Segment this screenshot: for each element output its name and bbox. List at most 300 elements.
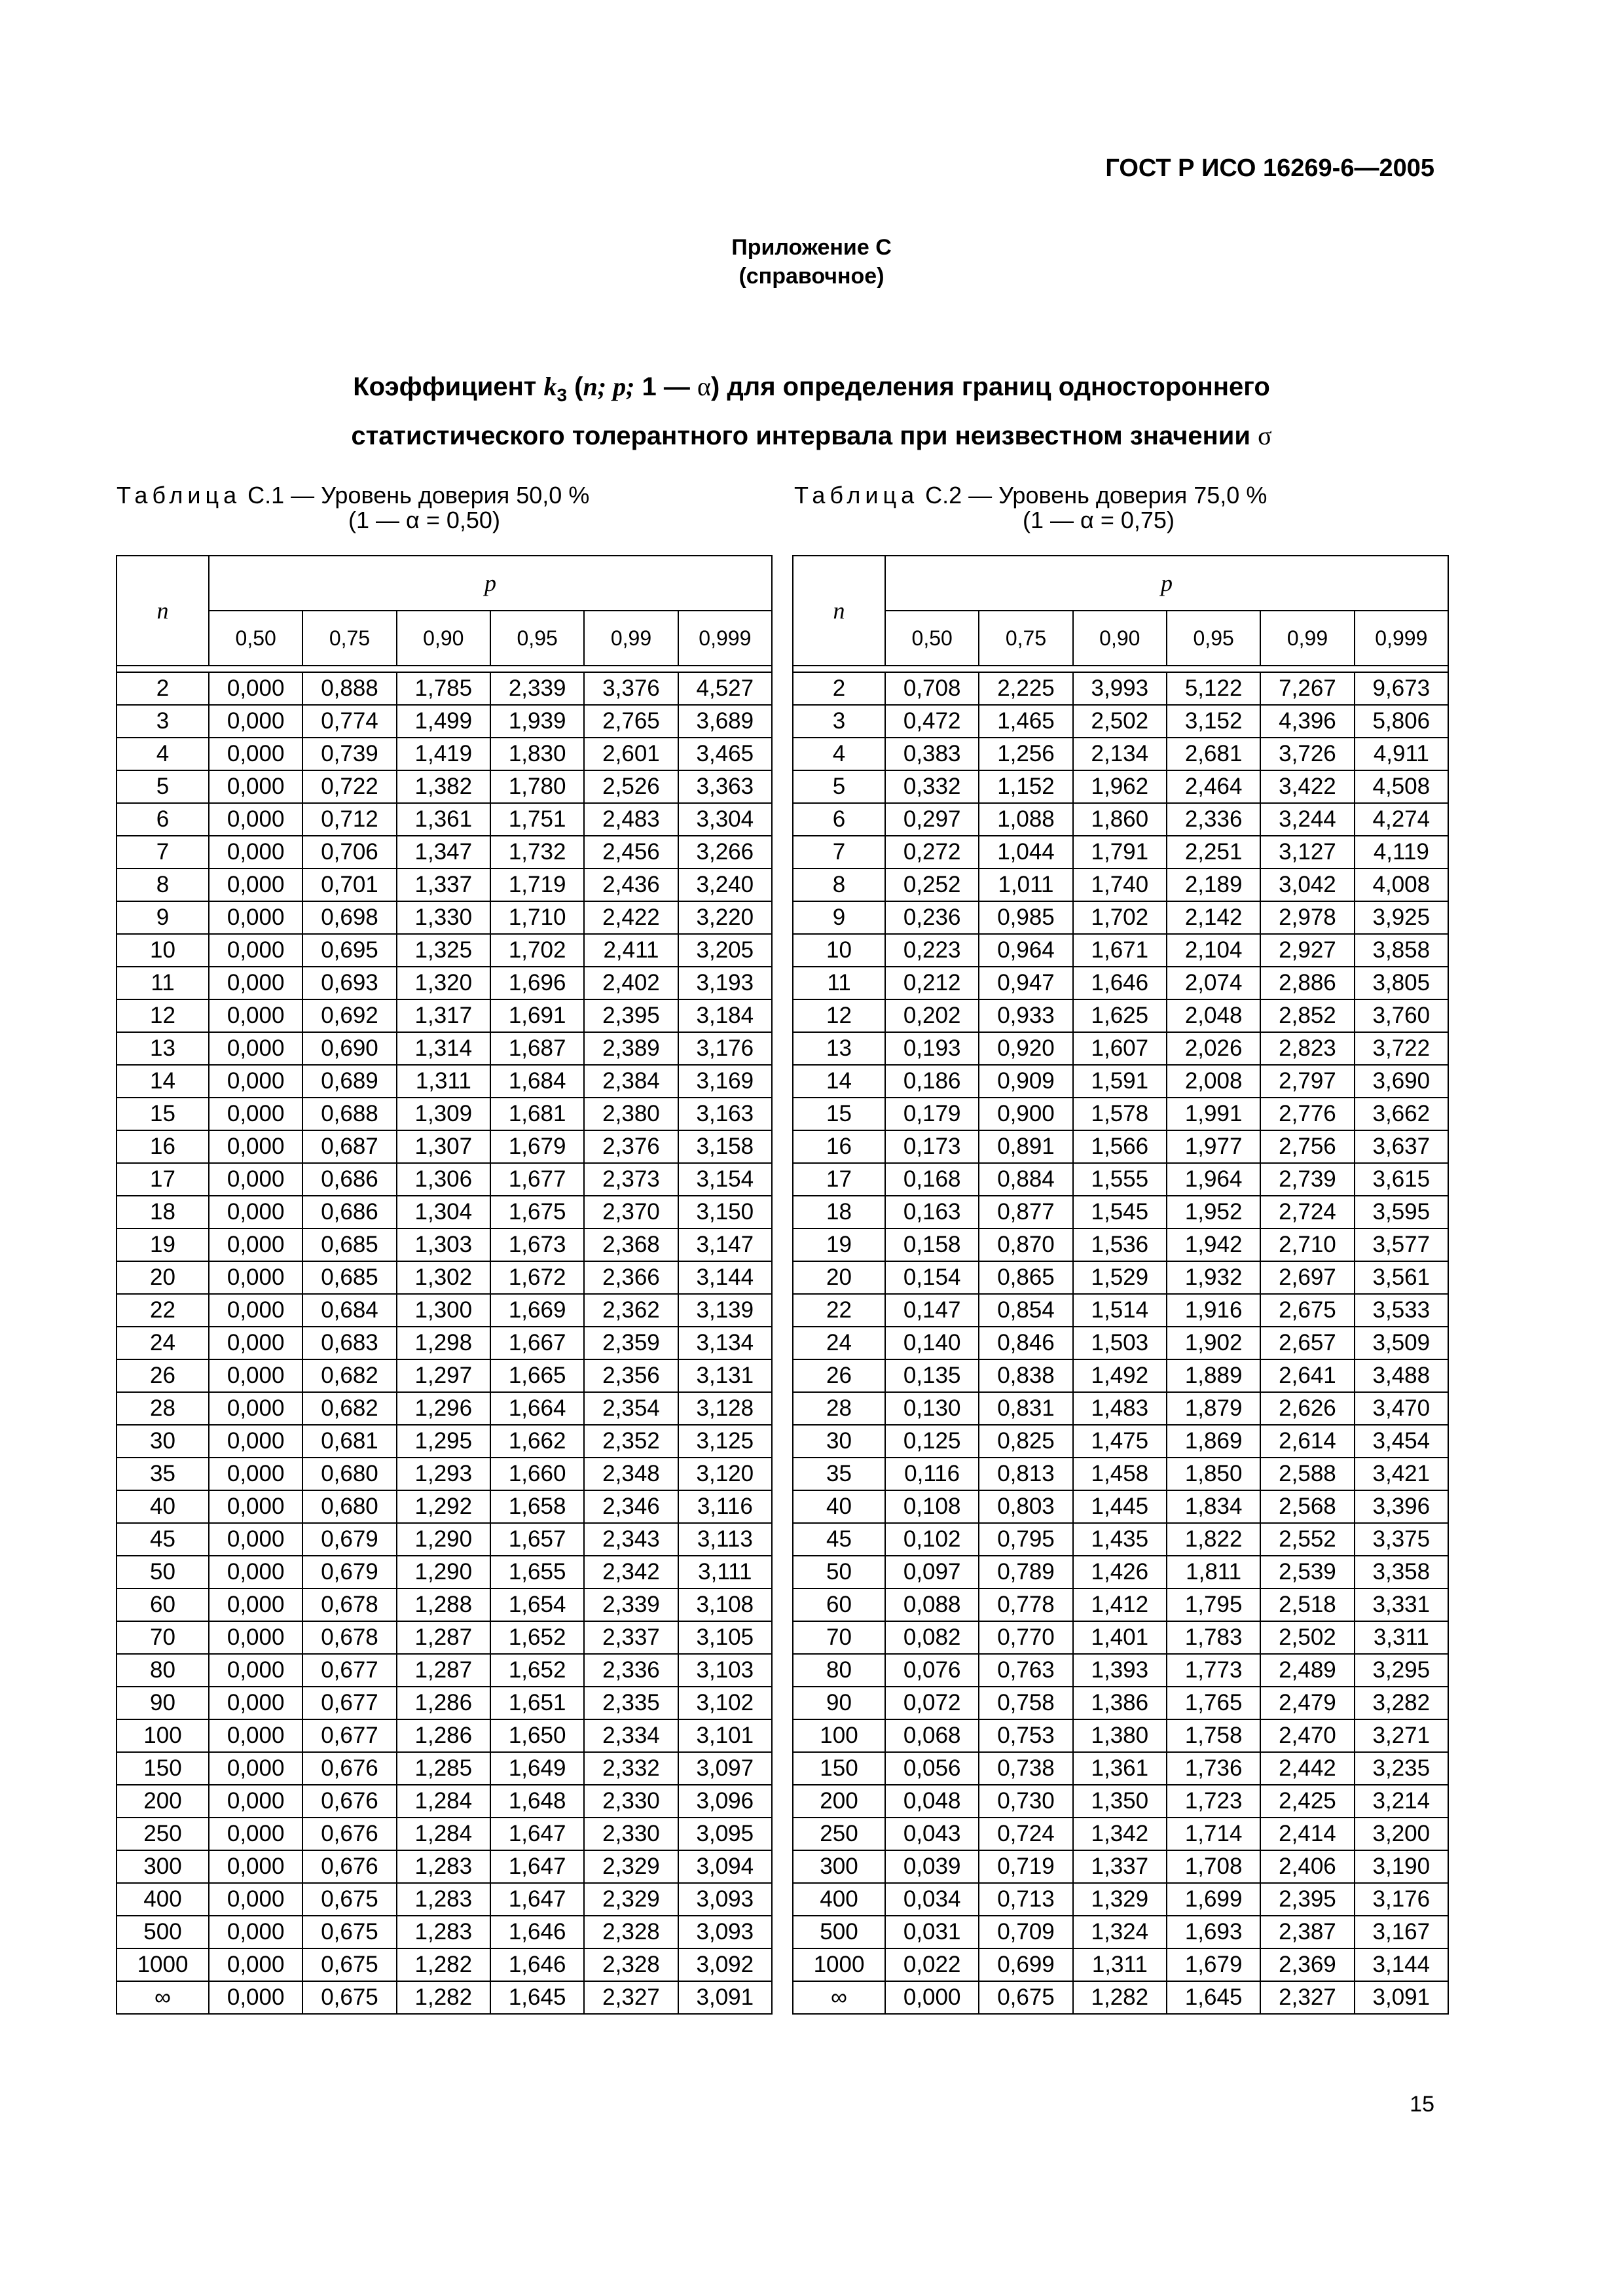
k3-value-cell: 1,665 [490,1359,584,1392]
k3-value-cell: 1,445 [1073,1490,1167,1523]
k3-value-cell: 0,000 [209,672,302,705]
k3-value-cell: 0,154 [885,1261,979,1294]
k3-value-cell: 1,607 [1073,1032,1167,1065]
k3-value-cell: 2,539 [1260,1556,1354,1588]
n-cell: 7 [117,836,209,869]
k3-value-cell: 0,682 [302,1359,396,1392]
k3-value-cell: 1,302 [397,1261,490,1294]
k3-value-cell: 2,765 [584,705,678,738]
k3-value-cell: 2,411 [584,934,678,967]
k3-value-cell: 1,303 [397,1229,490,1261]
k3-value-cell: 0,677 [302,1687,396,1719]
k3-value-cell: 2,074 [1167,967,1260,999]
k3-value-cell: 3,304 [678,803,772,836]
n-cell: 45 [117,1523,209,1556]
k3-value-cell: 3,690 [1355,1065,1448,1098]
p-value-header: 0,75 [302,611,396,666]
k3-value-cell: 0,681 [302,1425,396,1458]
n-cell: 24 [117,1327,209,1359]
k3-value-cell: 0,708 [885,672,979,705]
k3-value-cell: 2,373 [584,1163,678,1196]
k3-value-cell: 4,119 [1355,836,1448,869]
k3-value-cell: 0,789 [979,1556,1072,1588]
k3-value-cell: 1,300 [397,1294,490,1327]
k3-value-cell: 0,000 [209,934,302,967]
k3-value-cell: 1,655 [490,1556,584,1588]
k3-value-cell: 2,852 [1260,999,1354,1032]
k3-value-cell: 3,235 [1355,1752,1448,1785]
k3-value-cell: 0,964 [979,934,1072,967]
k3-value-cell: 3,102 [678,1687,772,1719]
k3-value-cell: 1,285 [397,1752,490,1785]
k3-value-cell: 3,095 [678,1818,772,1850]
k3-value-cell: 3,116 [678,1490,772,1523]
k3-value-cell: 0,676 [302,1850,396,1883]
title-k-subscript: 3 [556,385,568,405]
k3-value-cell: 2,568 [1260,1490,1354,1523]
k3-value-cell: 1,699 [1167,1883,1260,1916]
title-one-minus: 1 — [634,372,697,401]
k3-value-cell: 0,722 [302,770,396,803]
n-cell: 28 [117,1392,209,1425]
n-cell: 150 [793,1752,885,1785]
k3-value-cell: 2,342 [584,1556,678,1588]
k3-value-cell: 1,740 [1073,869,1167,901]
k3-value-cell: 0,778 [979,1588,1072,1621]
table-row [117,1687,772,1719]
k3-value-cell: 3,105 [678,1621,772,1654]
table-row [793,1196,1448,1229]
header-separator [117,666,772,672]
k3-value-cell: 4,008 [1355,869,1448,901]
k3-value-cell: 1,382 [397,770,490,803]
title-p-symbol: p; [606,372,635,401]
k3-value-cell: 0,678 [302,1621,396,1654]
k3-value-cell: 2,329 [584,1883,678,1916]
k3-value-cell: 2,336 [1167,803,1260,836]
k3-value-cell: 1,324 [1073,1916,1167,1948]
table-row [117,1196,772,1229]
k3-value-cell: 3,127 [1260,836,1354,869]
table-c1-caption [117,483,653,533]
table-row [793,1588,1448,1621]
p-value-header: 0,90 [397,611,490,666]
k3-value-cell: 1,822 [1167,1523,1260,1556]
k3-value-cell: 1,765 [1167,1687,1260,1719]
k3-value-cell: 0,000 [209,1818,302,1850]
k3-value-cell: 0,082 [885,1621,979,1654]
k3-value-cell: 0,770 [979,1621,1072,1654]
k3-value-cell: 2,348 [584,1458,678,1490]
k3-value-cell: 0,000 [209,1196,302,1229]
table-row [117,1556,772,1588]
k3-value-cell: 3,091 [678,1981,772,2014]
k3-value-cell: 1,902 [1167,1327,1260,1359]
k3-value-cell: 0,678 [302,1588,396,1621]
k3-value-cell: 1,652 [490,1654,584,1687]
k3-value-cell: 4,911 [1355,738,1448,770]
k3-value-cell: 0,690 [302,1032,396,1065]
n-cell: 100 [117,1719,209,1752]
k3-value-cell: 1,304 [397,1196,490,1229]
title-prefix: Коэффициент [353,372,544,401]
k3-value-cell: 1,681 [490,1098,584,1130]
k3-value-cell: 0,130 [885,1392,979,1425]
table-row [793,1948,1448,1981]
k3-value-cell: 2,366 [584,1261,678,1294]
k3-value-cell: 0,891 [979,1130,1072,1163]
n-cell: 24 [793,1327,885,1359]
k3-value-cell: 0,125 [885,1425,979,1458]
n-cell: 10 [793,934,885,967]
k3-value-cell: 3,096 [678,1785,772,1818]
table-row [117,1818,772,1850]
k3-value-cell: 0,163 [885,1196,979,1229]
k3-value-cell: 1,282 [397,1948,490,1981]
n-cell: 300 [117,1850,209,1883]
title-line-2-text: статистического толерантного интервала при неизвестном значении [351,422,1258,450]
k3-value-cell: 1,314 [397,1032,490,1065]
k3-value-cell: 1,483 [1073,1392,1167,1425]
k3-value-cell: 2,251 [1167,836,1260,869]
k3-value-cell: 0,877 [979,1196,1072,1229]
k3-value-cell: 3,139 [678,1294,772,1327]
k3-value-cell: 1,088 [979,803,1072,836]
k3-value-cell: 2,601 [584,738,678,770]
k3-value-cell: 2,641 [1260,1359,1354,1392]
k3-value-cell: 0,034 [885,1883,979,1916]
k3-value-cell: 0,252 [885,869,979,901]
table-row [793,705,1448,738]
k3-value-cell: 0,865 [979,1261,1072,1294]
k3-value-cell: 2,142 [1167,901,1260,934]
k3-value-cell: 0,000 [209,999,302,1032]
k3-value-cell: 0,000 [209,1654,302,1687]
k3-value-cell: 3,858 [1355,934,1448,967]
table-row [117,1098,772,1130]
k3-value-cell: 0,688 [302,1098,396,1130]
k3-value-cell: 2,626 [1260,1392,1354,1425]
n-cell: 200 [117,1785,209,1818]
k3-value-cell: 3,042 [1260,869,1354,901]
k3-value-cell: 2,436 [584,869,678,901]
k3-value-cell: 1,684 [490,1065,584,1098]
k3-value-cell: 3,150 [678,1196,772,1229]
k3-value-cell: 3,465 [678,738,772,770]
table-row [117,1948,772,1981]
k3-value-cell: 2,026 [1167,1032,1260,1065]
n-column-header: n [117,556,209,666]
k3-value-cell: 2,425 [1260,1785,1354,1818]
k3-value-cell: 2,657 [1260,1327,1354,1359]
k3-value-cell: 1,723 [1167,1785,1260,1818]
k3-value-cell: 2,189 [1167,869,1260,901]
k3-value-cell: 1,834 [1167,1490,1260,1523]
k3-value-cell: 3,220 [678,901,772,934]
k3-value-cell: 2,134 [1073,738,1167,770]
k3-value-cell: 0,738 [979,1752,1072,1785]
k3-value-cell: 2,359 [584,1327,678,1359]
k3-value-cell: 0,709 [979,1916,1072,1948]
k3-value-cell: 2,422 [584,901,678,934]
k3-value-cell: 0,000 [209,705,302,738]
n-cell: 70 [117,1621,209,1654]
k3-value-cell: 0,947 [979,967,1072,999]
k3-value-cell: 1,566 [1073,1130,1167,1163]
n-cell: 1000 [793,1948,885,1981]
k3-value-cell: 3,093 [678,1916,772,1948]
table-row [793,1556,1448,1588]
table-c1-body [117,672,772,2014]
k3-value-cell: 0,000 [209,1490,302,1523]
n-cell: 500 [793,1916,885,1948]
n-cell: 3 [117,705,209,738]
k3-value-cell: 0,000 [209,1065,302,1098]
k3-value-cell: 2,346 [584,1490,678,1523]
k3-value-cell: 0,813 [979,1458,1072,1490]
k3-value-cell: 3,561 [1355,1261,1448,1294]
k3-value-cell: 0,000 [885,1981,979,2014]
k3-value-cell: 3,091 [1355,1981,1448,2014]
table-row [793,803,1448,836]
title-line-1 [0,367,1623,416]
k3-value-cell: 0,383 [885,738,979,770]
n-cell: 45 [793,1523,885,1556]
k3-value-cell: 0,173 [885,1130,979,1163]
n-column-header: n [793,556,885,666]
k3-value-cell: 0,102 [885,1523,979,1556]
k3-value-cell: 2,502 [1073,705,1167,738]
k3-value-cell: 0,039 [885,1850,979,1883]
k3-value-cell: 1,850 [1167,1458,1260,1490]
k3-value-cell: 1,679 [1167,1948,1260,1981]
table-row [117,869,772,901]
k3-value-cell: 0,056 [885,1752,979,1785]
n-cell: 17 [117,1163,209,1196]
k3-value-cell: 0,795 [979,1523,1072,1556]
k3-value-cell: 0,713 [979,1883,1072,1916]
table-row [793,999,1448,1032]
n-cell: 16 [117,1130,209,1163]
n-cell: 5 [793,770,885,803]
k3-value-cell: 3,120 [678,1458,772,1490]
table-row [117,1850,772,1883]
k3-value-cell: 3,689 [678,705,772,738]
table-row [117,1916,772,1948]
k3-value-cell: 1,732 [490,836,584,869]
k3-value-cell: 0,701 [302,869,396,901]
table-row [117,1261,772,1294]
n-cell: 35 [117,1458,209,1490]
table-row [117,1523,772,1556]
k3-value-cell: 0,000 [209,1588,302,1621]
n-cell: 8 [117,869,209,901]
n-cell: 11 [117,967,209,999]
table-row [793,1785,1448,1818]
k3-value-cell: 0,193 [885,1032,979,1065]
k3-value-cell: 1,657 [490,1523,584,1556]
k3-value-cell: 3,509 [1355,1327,1448,1359]
k3-value-cell: 0,698 [302,901,396,934]
k3-value-cell: 0,297 [885,803,979,836]
k3-value-cell: 1,412 [1073,1588,1167,1621]
n-cell: 250 [793,1818,885,1850]
k3-value-cell: 1,578 [1073,1098,1167,1130]
k3-value-cell: 1,286 [397,1719,490,1752]
n-cell: 50 [793,1556,885,1588]
n-cell: 60 [793,1588,885,1621]
k3-value-cell: 1,736 [1167,1752,1260,1785]
table-row [117,1458,772,1490]
k3-value-cell: 1,691 [490,999,584,1032]
k3-value-cell: 2,681 [1167,738,1260,770]
k3-value-cell: 1,591 [1073,1065,1167,1098]
k3-value-cell: 0,000 [209,1687,302,1719]
n-cell: 2 [793,672,885,705]
table-row [117,1490,772,1523]
k3-value-cell: 2,442 [1260,1752,1354,1785]
p-value-header: 0,999 [678,611,772,666]
n-cell: 18 [117,1196,209,1229]
k3-value-cell: 0,000 [209,901,302,934]
n-cell: 12 [117,999,209,1032]
n-cell: 40 [117,1490,209,1523]
k3-value-cell: 4,274 [1355,803,1448,836]
n-cell: 22 [117,1294,209,1327]
k3-value-cell: 3,134 [678,1327,772,1359]
k3-value-cell: 0,682 [302,1392,396,1425]
k3-value-cell: 1,791 [1073,836,1167,869]
k3-value-cell: 3,128 [678,1392,772,1425]
table-row [117,1654,772,1687]
k3-value-cell: 0,108 [885,1490,979,1523]
k3-value-cell: 1,650 [490,1719,584,1752]
n-cell: 1000 [117,1948,209,1981]
table-row [117,901,772,934]
k3-value-cell: 2,330 [584,1785,678,1818]
k3-value-cell: 0,000 [209,1327,302,1359]
k3-value-cell: 2,456 [584,836,678,869]
table-row [793,1163,1448,1196]
k3-value-cell: 2,332 [584,1752,678,1785]
table-row [117,999,772,1032]
k3-value-cell: 1,536 [1073,1229,1167,1261]
k3-value-cell: 0,686 [302,1163,396,1196]
p-column-header: p [209,556,772,611]
k3-value-cell: 2,724 [1260,1196,1354,1229]
k3-value-cell: 0,000 [209,1916,302,1948]
k3-value-cell: 1,645 [490,1981,584,2014]
k3-value-cell: 2,697 [1260,1261,1354,1294]
k3-value-cell: 0,753 [979,1719,1072,1752]
k3-value-cell: 1,283 [397,1883,490,1916]
k3-value-cell: 1,342 [1073,1818,1167,1850]
k3-value-cell: 0,000 [209,1883,302,1916]
n-cell: 150 [117,1752,209,1785]
n-cell: 6 [117,803,209,836]
k3-value-cell: 1,991 [1167,1098,1260,1130]
table-row [793,1229,1448,1261]
k3-value-cell: 2,008 [1167,1065,1260,1098]
k3-value-cell: 0,730 [979,1785,1072,1818]
n-cell: 22 [793,1294,885,1327]
k3-value-cell: 1,545 [1073,1196,1167,1229]
title-open-paren: ( [567,372,583,401]
table-row [793,1916,1448,1948]
k3-value-cell: 3,193 [678,967,772,999]
k3-value-cell: 3,125 [678,1425,772,1458]
k3-value-cell: 1,714 [1167,1818,1260,1850]
k3-value-cell: 3,662 [1355,1098,1448,1130]
table-row [793,1883,1448,1916]
k3-value-cell: 3,190 [1355,1850,1448,1883]
k3-value-cell: 1,673 [490,1229,584,1261]
n-cell: 400 [117,1883,209,1916]
k3-value-cell: 5,122 [1167,672,1260,705]
table-row [117,1621,772,1654]
k3-value-cell: 1,286 [397,1687,490,1719]
p-value-header: 0,90 [1073,611,1167,666]
p-value-header: 0,50 [885,611,979,666]
k3-value-cell: 0,692 [302,999,396,1032]
k3-value-cell: 0,000 [209,1850,302,1883]
k3-value-cell: 1,386 [1073,1687,1167,1719]
k3-value-cell: 2,483 [584,803,678,836]
k3-value-cell: 2,384 [584,1065,678,1098]
table-row [117,803,772,836]
k3-value-cell: 1,311 [1073,1948,1167,1981]
k3-value-cell: 2,739 [1260,1163,1354,1196]
k3-value-cell: 0,680 [302,1490,396,1523]
n-cell: 40 [793,1490,885,1523]
k3-value-cell: 1,011 [979,869,1072,901]
k3-value-cell: 3,093 [678,1883,772,1916]
k3-value-cell: 1,860 [1073,803,1167,836]
table-c2 [792,555,1449,2015]
table-row [117,1229,772,1261]
k3-value-cell: 1,702 [490,934,584,967]
k3-value-cell: 1,393 [1073,1654,1167,1687]
k3-value-cell: 0,724 [979,1818,1072,1850]
k3-value-cell: 1,290 [397,1523,490,1556]
k3-value-cell: 2,464 [1167,770,1260,803]
k3-value-cell: 3,331 [1355,1588,1448,1621]
k3-value-cell: 0,675 [979,1981,1072,2014]
k3-value-cell: 0,031 [885,1916,979,1948]
k3-value-cell: 3,488 [1355,1359,1448,1392]
k3-value-cell: 1,939 [490,705,584,738]
k3-value-cell: 2,370 [584,1196,678,1229]
k3-value-cell: 1,380 [1073,1719,1167,1752]
k3-value-cell: 2,479 [1260,1687,1354,1719]
k3-value-cell: 1,708 [1167,1850,1260,1883]
k3-value-cell: 2,339 [490,672,584,705]
k3-value-cell: 9,673 [1355,672,1448,705]
n-cell: 30 [793,1425,885,1458]
k3-value-cell: 0,186 [885,1065,979,1098]
k3-value-cell: 0,158 [885,1229,979,1261]
k3-value-cell: 0,272 [885,836,979,869]
k3-value-cell: 0,068 [885,1719,979,1752]
k3-value-cell: 0,675 [302,1981,396,2014]
header-separator [793,666,1448,672]
k3-value-cell: 0,685 [302,1229,396,1261]
k3-value-cell: 1,329 [1073,1883,1167,1916]
k3-value-cell: 1,287 [397,1654,490,1687]
k3-value-cell: 2,389 [584,1032,678,1065]
k3-value-cell: 2,518 [1260,1588,1354,1621]
k3-value-cell: 0,870 [979,1229,1072,1261]
